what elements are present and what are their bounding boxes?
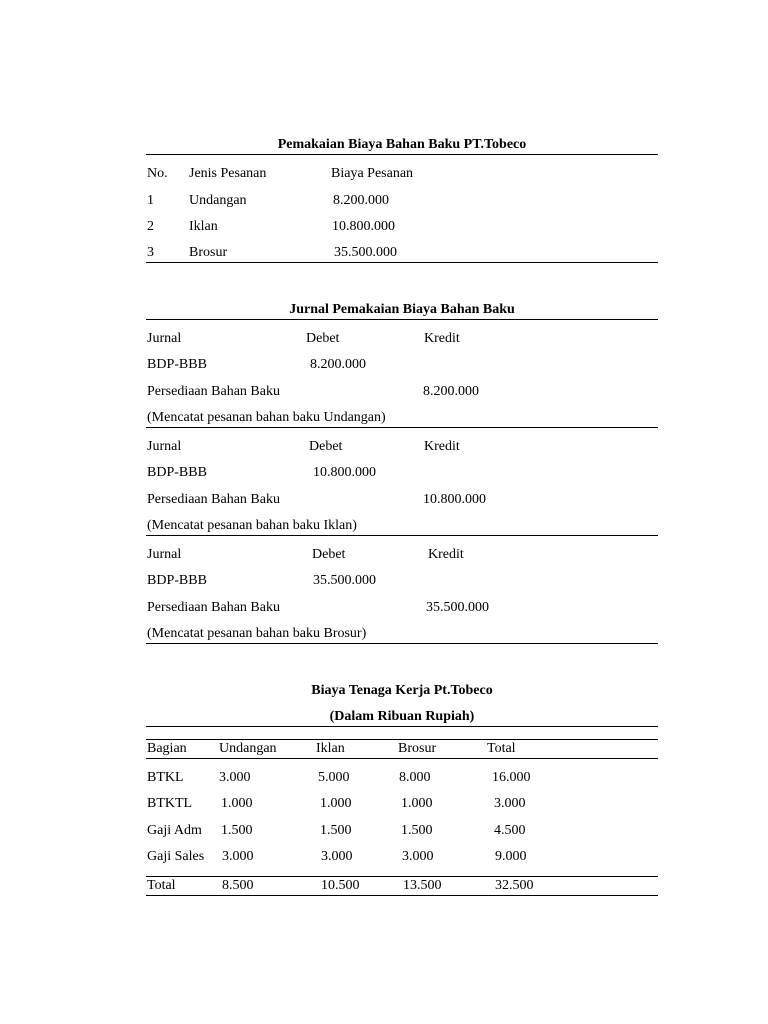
s2-e3-credit-account: Persediaan Bahan Baku	[147, 600, 280, 615]
s2-e2-credit-amount: 10.800.000	[423, 492, 486, 507]
section1-title: Pemakaian Biaya Bahan Baku PT.Tobeco	[277, 137, 527, 152]
s2-e1-note: (Mencatat pesanan bahan baku Undangan)	[147, 410, 386, 425]
s1-header-no: No.	[147, 166, 168, 181]
s2-e1-header-kredit: Kredit	[424, 331, 460, 346]
section3-subtitle: (Dalam Ribuan Rupiah)	[329, 709, 475, 724]
s3-row1-bagian: BTKL	[147, 770, 184, 785]
s2-e1-debit-account: BDP-BBB	[147, 357, 207, 372]
section3-title: Biaya Tenaga Kerja Pt.Tobeco	[311, 683, 493, 698]
s3-row3-undangan: 1.500	[221, 823, 253, 838]
s2-e3-debit-account: BDP-BBB	[147, 573, 207, 588]
s2-e2-debit-amount: 10.800.000	[313, 465, 376, 480]
s1-row2-biaya: 10.800.000	[332, 219, 395, 234]
s3-row1-total: 16.000	[492, 770, 531, 785]
s3-row4-brosur: 3.000	[402, 849, 434, 864]
s2-e3-rule	[146, 643, 658, 644]
s1-row3-biaya: 35.500.000	[334, 245, 397, 260]
s2-e1-header-debet: Debet	[306, 331, 340, 346]
s2-e3-debit-amount: 35.500.000	[313, 573, 376, 588]
s2-e2-header-jurnal: Jurnal	[147, 439, 182, 454]
s1-row3-jenis: Brosur	[189, 245, 228, 260]
s3-row1-iklan: 5.000	[318, 770, 350, 785]
s2-e3-credit-amount: 35.500.000	[426, 600, 489, 615]
s3-row1-brosur: 8.000	[399, 770, 431, 785]
s3-row4-undangan: 3.000	[222, 849, 254, 864]
s3-row3-brosur: 1.500	[401, 823, 433, 838]
s3-row3-iklan: 1.500	[320, 823, 352, 838]
section3-total-top-rule	[146, 876, 658, 877]
s2-e2-header-debet: Debet	[309, 439, 343, 454]
s3-header-iklan: Iklan	[316, 741, 345, 756]
s2-e2-debit-account: BDP-BBB	[147, 465, 207, 480]
s3-total-brosur: 13.500	[403, 878, 442, 893]
s1-row3-no: 3	[147, 245, 154, 260]
s3-row4-bagian: Gaji Sales	[147, 849, 205, 864]
s2-e1-debit-amount: 8.200.000	[310, 357, 366, 372]
section2-top-rule	[146, 319, 658, 320]
s3-row2-brosur: 1.000	[401, 796, 433, 811]
s1-row2-no: 2	[147, 219, 154, 234]
s2-e1-rule	[146, 427, 658, 428]
s2-e1-header-jurnal: Jurnal	[147, 331, 182, 346]
s3-header-brosur: Brosur	[398, 741, 437, 756]
s3-row1-undangan: 3.000	[219, 770, 251, 785]
s2-e3-note: (Mencatat pesanan bahan baku Brosur)	[147, 626, 367, 641]
s3-header-undangan: Undangan	[219, 741, 277, 756]
section1-bottom-rule	[146, 262, 658, 263]
s1-row1-biaya: 8.200.000	[333, 193, 389, 208]
s3-row2-undangan: 1.000	[221, 796, 253, 811]
section3-top-rule	[146, 726, 658, 727]
s3-header-bagian: Bagian	[147, 741, 187, 756]
s2-e3-header-debet: Debet	[312, 547, 346, 562]
s3-total-label: Total	[147, 878, 176, 893]
s3-row2-bagian: BTKTL	[147, 796, 193, 811]
s1-row1-no: 1	[147, 193, 154, 208]
section3-bottom-rule	[146, 895, 658, 896]
s1-header-jenis: Jenis Pesanan	[189, 166, 267, 181]
s2-e3-header-jurnal: Jurnal	[147, 547, 182, 562]
s2-e1-credit-amount: 8.200.000	[423, 384, 479, 399]
s2-e2-rule	[146, 535, 658, 536]
s2-e3-header-kredit: Kredit	[428, 547, 464, 562]
s3-row3-bagian: Gaji Adm	[147, 823, 202, 838]
s3-row4-iklan: 3.000	[321, 849, 353, 864]
s1-row1-jenis: Undangan	[189, 193, 247, 208]
s1-row2-jenis: Iklan	[189, 219, 218, 234]
s3-row2-iklan: 1.000	[320, 796, 352, 811]
s3-total-undangan: 8.500	[222, 878, 254, 893]
s3-header-total: Total	[487, 741, 516, 756]
s3-row3-total: 4.500	[494, 823, 526, 838]
s3-row4-total: 9.000	[495, 849, 527, 864]
s2-e2-header-kredit: Kredit	[424, 439, 460, 454]
s1-header-biaya: Biaya Pesanan	[331, 166, 414, 181]
section1-top-rule	[146, 154, 658, 155]
s3-total-iklan: 10.500	[321, 878, 360, 893]
s2-e2-note: (Mencatat pesanan bahan baku Iklan)	[147, 518, 357, 533]
section3-header-top-rule	[146, 739, 658, 740]
s2-e2-credit-account: Persediaan Bahan Baku	[147, 492, 280, 507]
section3-header-bottom-rule	[146, 758, 658, 759]
s3-row2-total: 3.000	[494, 796, 526, 811]
s3-total-total: 32.500	[495, 878, 534, 893]
s2-e1-credit-account: Persediaan Bahan Baku	[147, 384, 280, 399]
section2-title: Jurnal Pemakaian Biaya Bahan Baku	[289, 302, 515, 317]
